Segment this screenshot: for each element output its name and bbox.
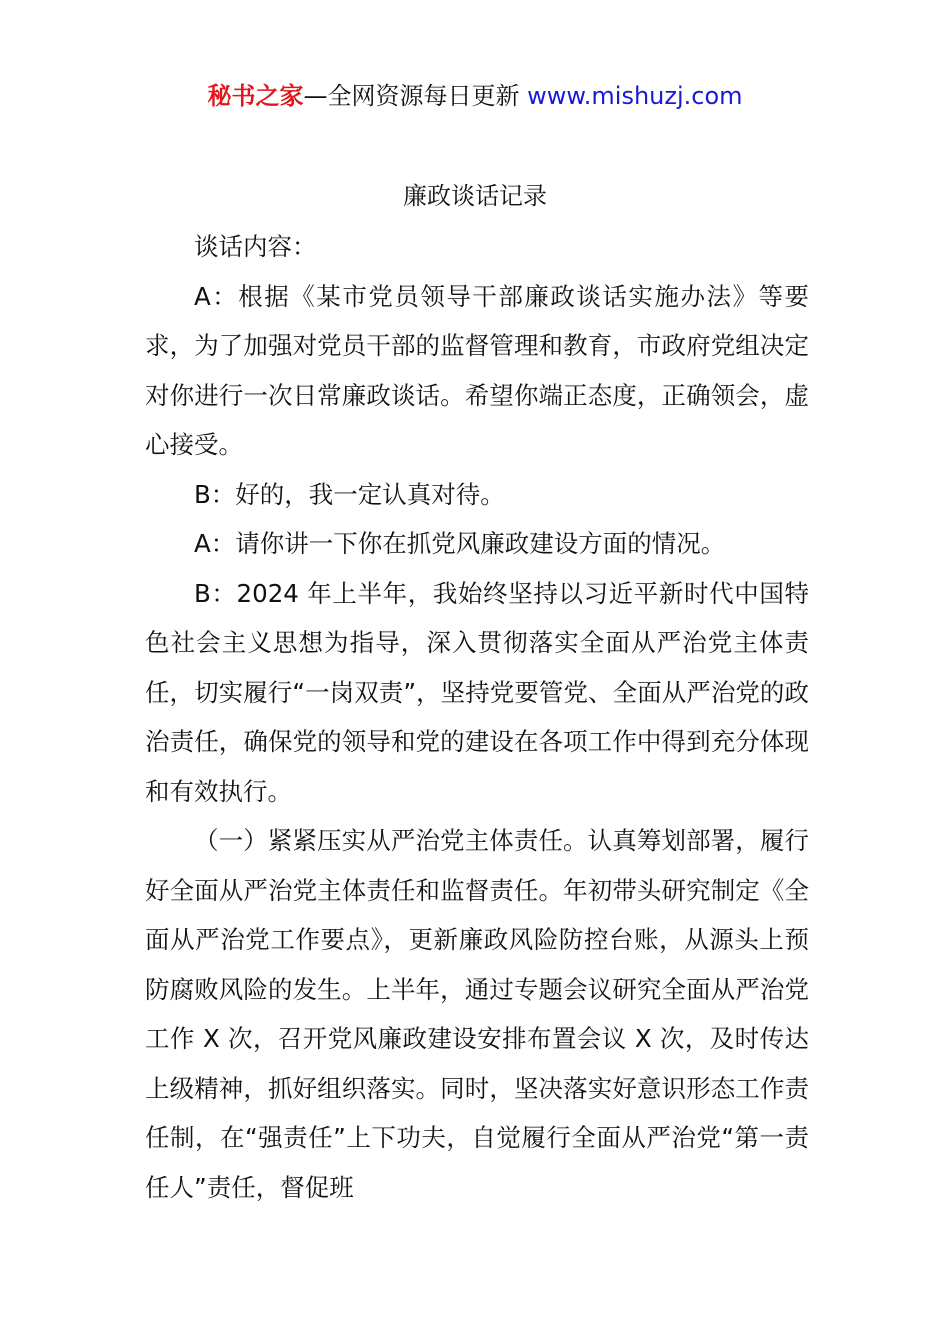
brand-name: 秘书之家 — [207, 82, 304, 110]
header-tagline: —全网资源每日更新 — [303, 82, 528, 110]
paragraph-intro: 谈话内容： — [194, 232, 317, 261]
paragraph-a-question: A：请你讲一下你在抓党风廉政建设方面的情况。 — [194, 529, 726, 558]
site-header — [0, 78, 950, 114]
paragraph-a-opening: A：根据《某市党员领导干部廉政谈话实施办法》等要求，为了加强对党员干部的监督管理和教育，市政府党组决定对你进行一次日常廉政谈话。希望你端正态度，正确领会，虚心接受。 — [145, 281, 809, 459]
document-body — [145, 222, 809, 1212]
paragraph-b-reply: B：好的，我一定认真对待。 — [194, 479, 505, 509]
paragraph-section-one: （一）紧紧压实从严治党主体责任。认真筹划部署，履行好全面从严治党主体责任和监督责任。年初带头研究制定《全面从严治党工作要点》，更新廉政风险防控台账，从源头上预防腐败风险的发生。上半年，通过专题会议研究全面从严治党工作 X 次，召开党风廉政建设安排布置会议 X 次，及时传达上级精神，抓好组织落实。同时，坚决落实好意识形态工作责任制，在“强责任”上下功夫，自觉履行全面从严治党“第一责任人”责任，督促班 — [145, 826, 809, 1202]
paragraph-b-report: B：2024 年上半年，我始终坚持以习近平新时代中国特色社会主义思想为指导，深入贯彻落实全面从严治党主体责任，切实履行“一岗双责”，坚持党要管党、全面从严治党的政治责任，确保党的领导和党的建设在各项工作中得到充分体现和有效执行。 — [145, 578, 809, 806]
document-title: 廉政谈话记录 — [403, 182, 547, 210]
site-url-link[interactable]: www.mishuzj.com — [527, 82, 743, 110]
